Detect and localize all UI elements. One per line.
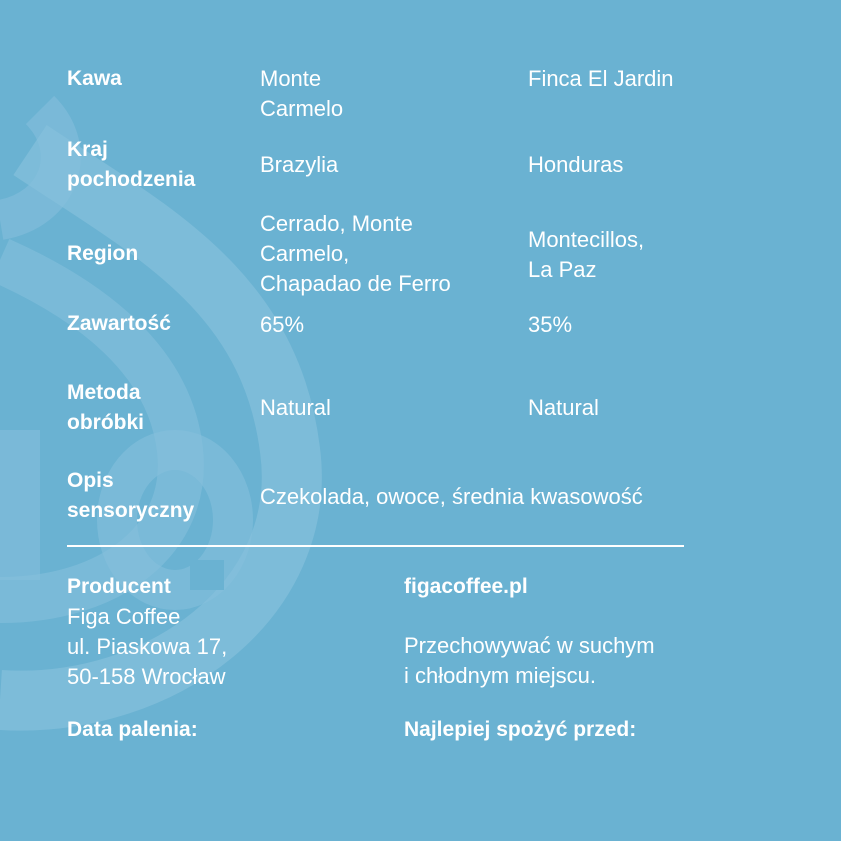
row-value-2: Honduras xyxy=(528,152,624,177)
best-before-label: Najlepiej spożyć przed: xyxy=(404,718,637,741)
row-value-2: 35% xyxy=(528,312,573,337)
row-label: Opis sensoryczny xyxy=(67,469,195,522)
roast-date-label: Data palenia: xyxy=(67,718,198,741)
row-label: Zawartość xyxy=(67,312,171,335)
row-value-span: Czekolada, owoce, średnia kwasowość xyxy=(260,484,643,509)
row-label: Metoda obróbki xyxy=(67,381,144,434)
row-value-2: Natural xyxy=(528,395,599,420)
producer-heading: Producent xyxy=(67,575,171,598)
row-value-1: Natural xyxy=(260,395,331,420)
producer-name: Figa Coffee xyxy=(67,604,181,629)
website-label: figacoffee.pl xyxy=(404,575,528,598)
divider xyxy=(67,545,684,547)
row-label: Kawa xyxy=(67,67,122,90)
row-label: Region xyxy=(67,242,139,265)
producer-address: ul. Piaskowa 17, 50-158 Wrocław xyxy=(67,634,228,689)
row-value-2: Finca El Jardin xyxy=(528,66,674,91)
row-value-1: 65% xyxy=(260,312,305,337)
row-value-1: Cerrado, Monte Carmelo, Chapadao de Ferro xyxy=(260,211,451,296)
row-value-1: Monte Carmelo xyxy=(260,66,344,121)
row-label: Kraj pochodzenia xyxy=(67,138,196,191)
row-value-2: Montecillos, La Paz xyxy=(528,227,645,282)
row-value-1: Brazylia xyxy=(260,152,339,177)
storage-info: Przechowywać w suchym i chłodnym miejscu. xyxy=(404,633,655,688)
